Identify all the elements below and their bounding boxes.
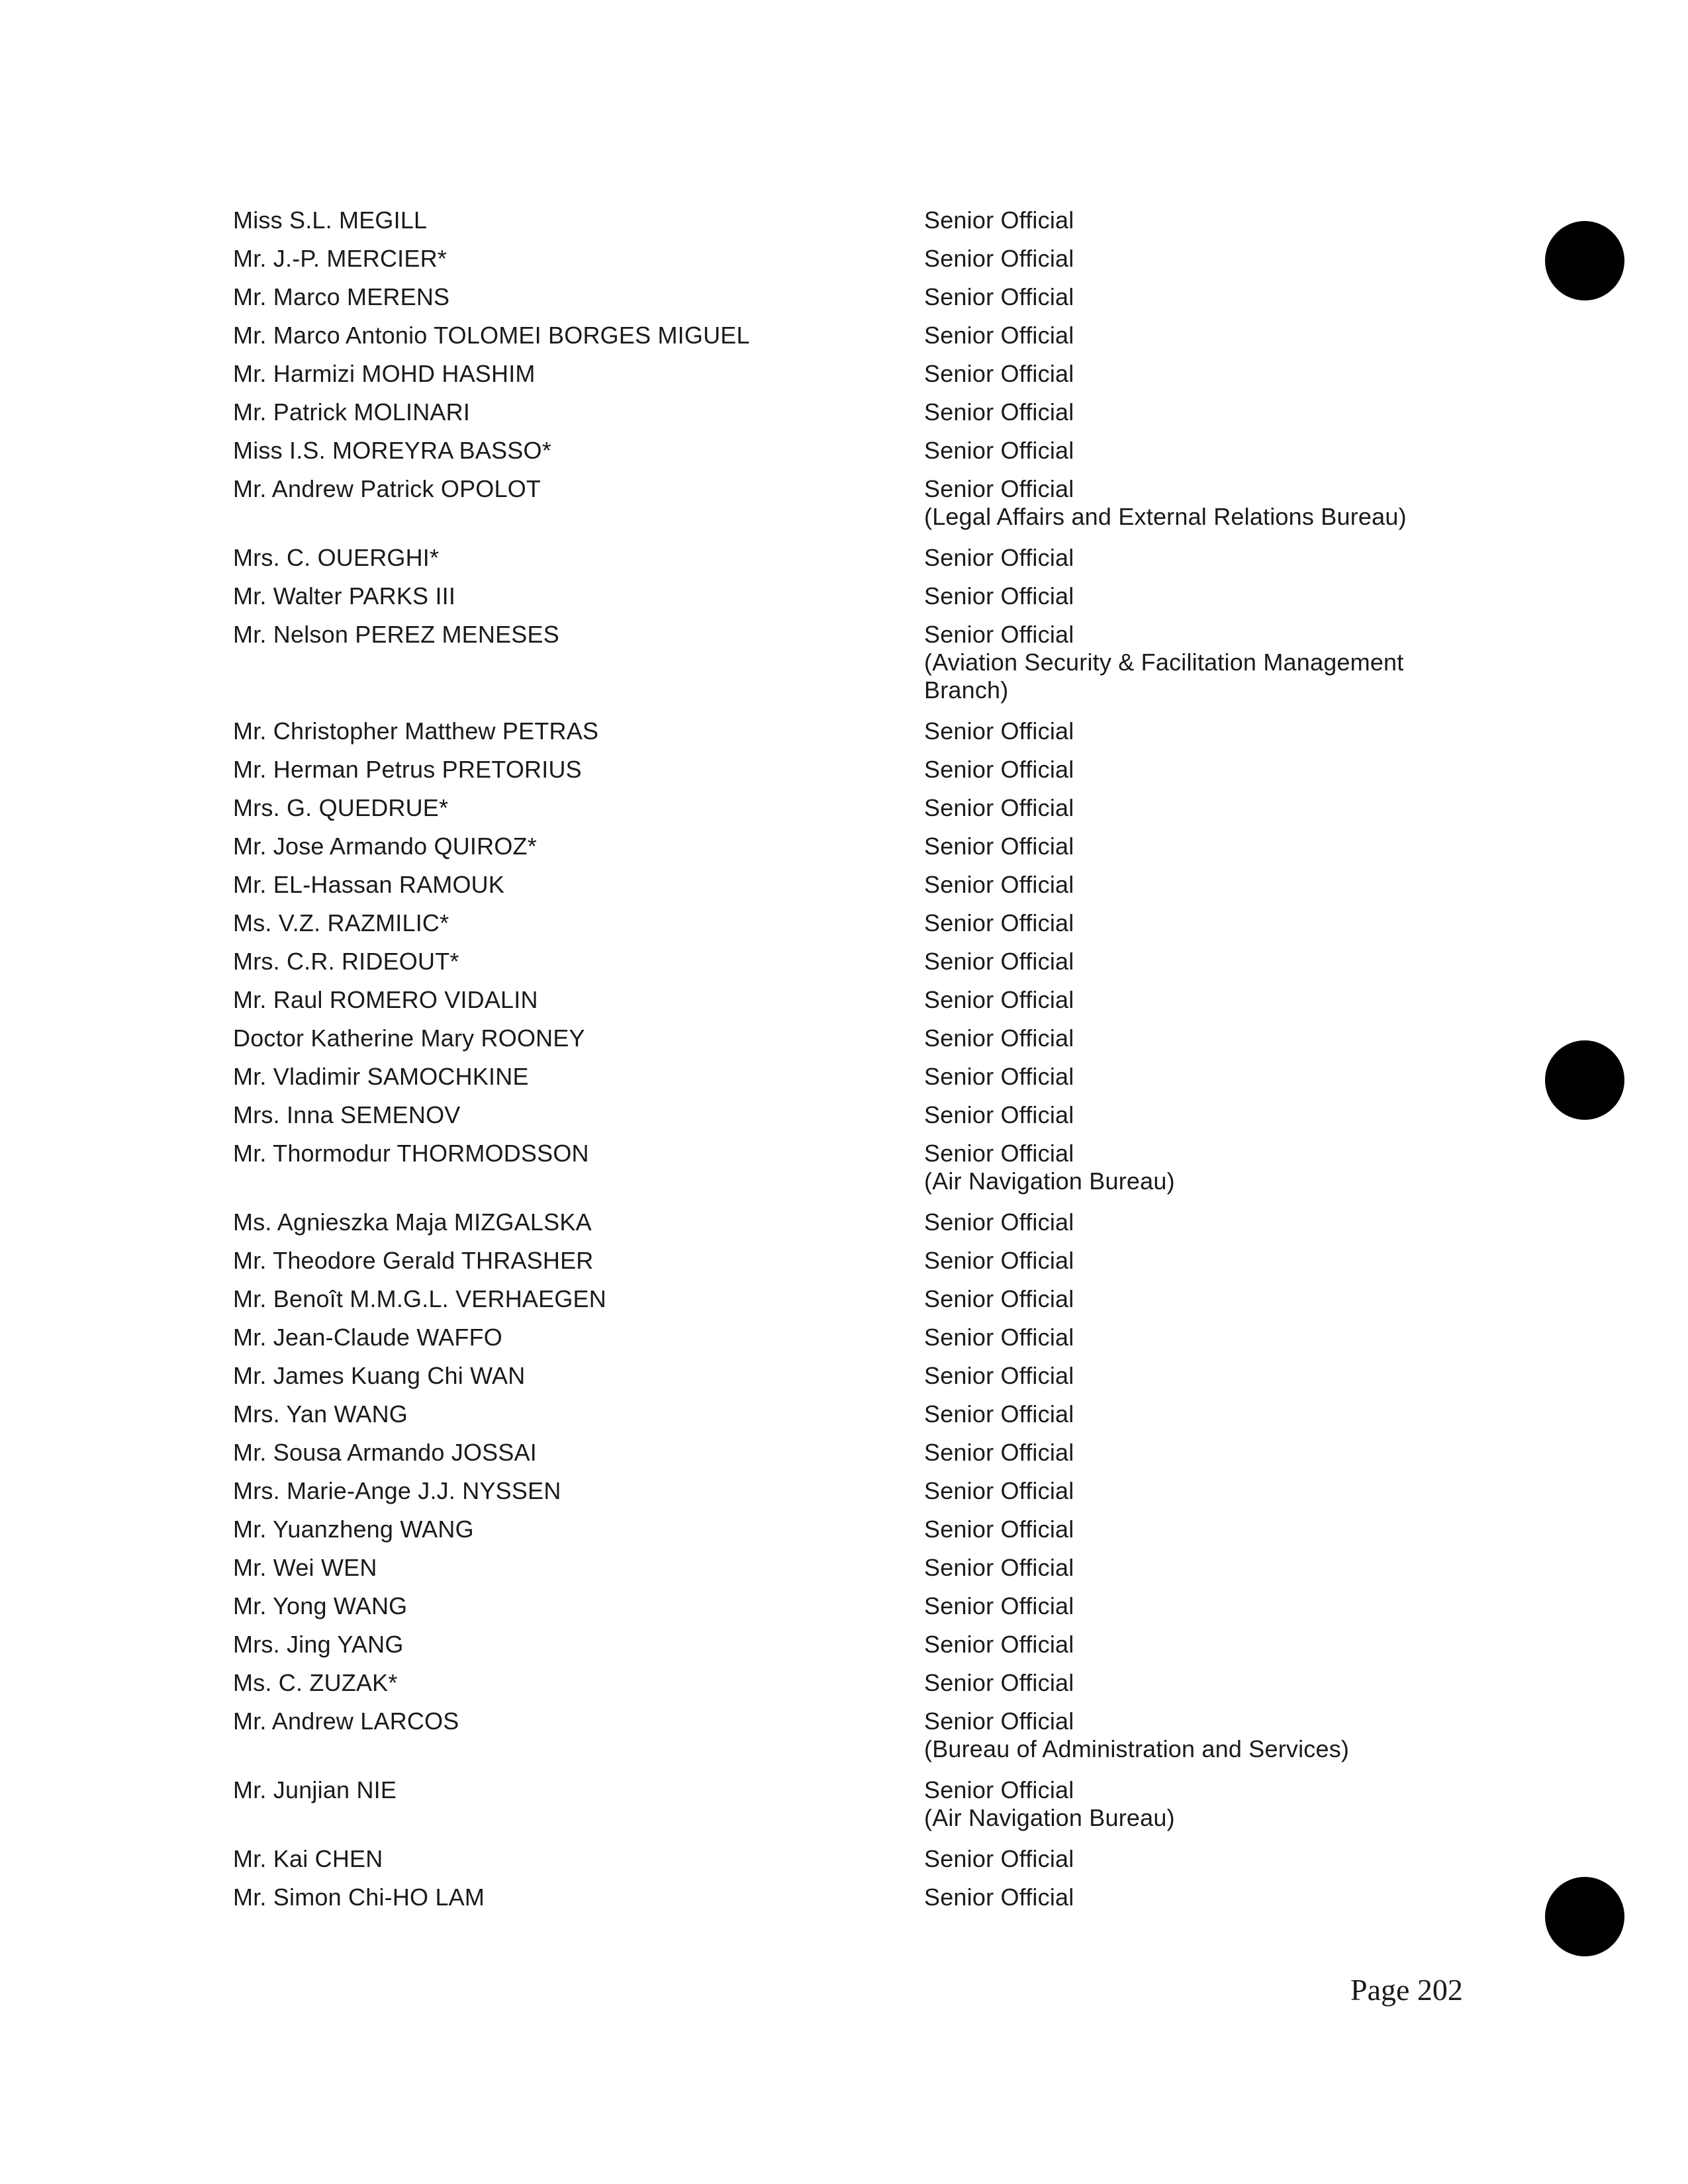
position-title: Senior Official (924, 1631, 1074, 1658)
staff-name: Ms. C. ZUZAK* (233, 1669, 398, 1696)
staff-position (924, 756, 1427, 784)
roster-row (233, 1631, 1491, 1659)
staff-name: Mrs. G. QUEDRUE* (233, 794, 449, 821)
staff-position (924, 1592, 1427, 1620)
position-title: Senior Official (924, 1477, 1074, 1504)
roster-row (233, 398, 1491, 426)
staff-position (924, 1362, 1427, 1390)
roster-row (233, 1247, 1491, 1275)
staff-name: Miss S.L. MEGILL (233, 206, 428, 234)
roster-row (233, 986, 1491, 1014)
roster-row (233, 1776, 1491, 1832)
roster-row (233, 1592, 1491, 1620)
position-title: Senior Official (924, 1439, 1074, 1466)
position-title: Senior Official (924, 1554, 1074, 1581)
staff-name: Mrs. C. OUERGHI* (233, 544, 440, 571)
staff-name: Mr. James Kuang Chi WAN (233, 1362, 526, 1389)
roster-row (233, 1884, 1491, 1911)
staff-name: Mr. Marco Antonio TOLOMEI BORGES MIGUEL (233, 322, 750, 349)
roster-row (233, 717, 1491, 745)
roster-row (233, 475, 1491, 531)
staff-name: Ms. Agnieszka Maja MIZGALSKA (233, 1208, 592, 1236)
staff-name: Ms. V.Z. RAZMILIC* (233, 909, 449, 936)
staff-position (924, 582, 1427, 610)
staff-position (924, 1669, 1427, 1697)
staff-position (924, 1516, 1427, 1543)
roster-row (233, 206, 1491, 234)
position-title: Senior Official (924, 871, 1074, 898)
position-unit: (Aviation Security & Facilitation Management Branch) (924, 649, 1404, 704)
roster-row (233, 1362, 1491, 1390)
staff-position (924, 437, 1427, 465)
position-title: Senior Official (924, 1247, 1074, 1274)
staff-name: Mrs. Marie-Ange J.J. NYSSEN (233, 1477, 561, 1504)
roster-row (233, 1477, 1491, 1505)
roster-row (233, 1516, 1491, 1543)
staff-name: Mr. EL-Hassan RAMOUK (233, 871, 505, 898)
position-title: Senior Official (924, 1024, 1074, 1052)
staff-position (924, 322, 1427, 349)
staff-position (924, 1208, 1427, 1236)
position-title: Senior Official (924, 717, 1074, 745)
staff-position (924, 1884, 1427, 1911)
staff-name: Mr. Sousa Armando JOSSAI (233, 1439, 538, 1466)
position-title: Senior Official (924, 1324, 1074, 1351)
staff-position (924, 1707, 1427, 1763)
position-unit: (Air Navigation Bureau) (924, 1804, 1175, 1831)
position-title: Senior Official (924, 621, 1074, 648)
roster-row (233, 1400, 1491, 1428)
roster-row (233, 245, 1491, 273)
roster-row (233, 1669, 1491, 1697)
staff-name: Mr. Marco MERENS (233, 283, 450, 310)
position-title: Senior Official (924, 360, 1074, 387)
position-title: Senior Official (924, 1516, 1074, 1543)
staff-name: Mr. Herman Petrus PRETORIUS (233, 756, 582, 783)
position-title: Senior Official (924, 582, 1074, 610)
position-title: Senior Official (924, 1362, 1074, 1389)
position-title: Senior Official (924, 1845, 1074, 1872)
roster-row (233, 871, 1491, 899)
staff-position (924, 1247, 1427, 1275)
staff-name: Mr. Simon Chi-HO LAM (233, 1884, 485, 1911)
position-title: Senior Official (924, 948, 1074, 975)
position-title: Senior Official (924, 206, 1074, 234)
staff-name: Mr. Raul ROMERO VIDALIN (233, 986, 538, 1013)
staff-name: Mr. Walter PARKS III (233, 582, 456, 610)
position-title: Senior Official (924, 1669, 1074, 1696)
staff-name: Mrs. Jing YANG (233, 1631, 404, 1658)
position-title: Senior Official (924, 475, 1074, 502)
position-title: Senior Official (924, 1592, 1074, 1619)
position-title: Senior Official (924, 1707, 1074, 1735)
roster-row (233, 1439, 1491, 1467)
position-unit: (Legal Affairs and External Relations Bureau) (924, 503, 1407, 530)
staff-position (924, 206, 1427, 234)
staff-roster (233, 206, 1491, 1922)
staff-name: Mr. Thormodur THORMODSSON (233, 1140, 589, 1167)
roster-row (233, 1063, 1491, 1091)
staff-name: Mr. Andrew Patrick OPOLOT (233, 475, 541, 502)
roster-row (233, 948, 1491, 976)
roster-row (233, 833, 1491, 860)
position-title: Senior Official (924, 1063, 1074, 1090)
roster-row (233, 1324, 1491, 1351)
staff-position (924, 475, 1427, 531)
position-title: Senior Official (924, 909, 1074, 936)
staff-position (924, 717, 1427, 745)
staff-position (924, 1285, 1427, 1313)
position-title: Senior Official (924, 794, 1074, 821)
staff-position (924, 1140, 1427, 1195)
staff-position (924, 245, 1427, 273)
staff-position (924, 1063, 1427, 1091)
position-title: Senior Official (924, 986, 1074, 1013)
staff-position (924, 544, 1427, 572)
roster-row (233, 582, 1491, 610)
staff-name: Mr. Patrick MOLINARI (233, 398, 471, 426)
staff-name: Mr. Yong WANG (233, 1592, 408, 1619)
staff-position (924, 1554, 1427, 1582)
staff-position (924, 833, 1427, 860)
staff-name: Mrs. Yan WANG (233, 1400, 408, 1428)
staff-name: Miss I.S. MOREYRA BASSO* (233, 437, 551, 464)
position-title: Senior Official (924, 437, 1074, 464)
position-title: Senior Official (924, 756, 1074, 783)
roster-row (233, 544, 1491, 572)
staff-name: Mr. Jean-Claude WAFFO (233, 1324, 502, 1351)
staff-name: Mrs. Inna SEMENOV (233, 1101, 461, 1128)
staff-name: Mr. Theodore Gerald THRASHER (233, 1247, 594, 1274)
staff-position (924, 398, 1427, 426)
staff-position (924, 1776, 1427, 1832)
roster-row (233, 621, 1491, 704)
staff-name: Mr. Vladimir SAMOCHKINE (233, 1063, 529, 1090)
staff-position (924, 1631, 1427, 1659)
staff-name: Mr. Kai CHEN (233, 1845, 383, 1872)
staff-position (924, 1400, 1427, 1428)
position-unit: (Air Navigation Bureau) (924, 1167, 1175, 1195)
roster-row (233, 322, 1491, 349)
staff-position (924, 1324, 1427, 1351)
punch-hole-top (1545, 221, 1624, 300)
roster-row (233, 360, 1491, 388)
staff-name: Mr. Junjian NIE (233, 1776, 397, 1803)
staff-name: Mr. Jose Armando QUIROZ* (233, 833, 537, 860)
staff-position (924, 1845, 1427, 1873)
roster-row (233, 1707, 1491, 1763)
position-title: Senior Official (924, 283, 1074, 310)
staff-position (924, 909, 1427, 937)
roster-row (233, 437, 1491, 465)
staff-position (924, 1101, 1427, 1129)
position-title: Senior Official (924, 1400, 1074, 1428)
staff-position (924, 871, 1427, 899)
staff-position (924, 1477, 1427, 1505)
position-title: Senior Official (924, 245, 1074, 272)
roster-row (233, 1140, 1491, 1195)
staff-position (924, 948, 1427, 976)
roster-row (233, 1208, 1491, 1236)
position-title: Senior Official (924, 1776, 1074, 1803)
position-title: Senior Official (924, 322, 1074, 349)
punch-hole-bottom (1545, 1877, 1624, 1956)
page-number: Page 202 (1350, 1973, 1463, 2007)
staff-name: Mrs. C.R. RIDEOUT* (233, 948, 459, 975)
punch-hole-middle (1545, 1040, 1624, 1120)
staff-name: Mr. Andrew LARCOS (233, 1707, 459, 1735)
roster-row (233, 1845, 1491, 1873)
staff-position (924, 1024, 1427, 1052)
position-title: Senior Official (924, 1208, 1074, 1236)
roster-row (233, 1554, 1491, 1582)
position-title: Senior Official (924, 1884, 1074, 1911)
staff-name: Mr. Christopher Matthew PETRAS (233, 717, 599, 745)
roster-row (233, 909, 1491, 937)
staff-name: Doctor Katherine Mary ROONEY (233, 1024, 585, 1052)
roster-row (233, 283, 1491, 311)
position-title: Senior Official (924, 1101, 1074, 1128)
staff-name: Mr. Harmizi MOHD HASHIM (233, 360, 536, 387)
position-title: Senior Official (924, 1140, 1074, 1167)
roster-row (233, 1101, 1491, 1129)
position-unit: (Bureau of Administration and Services) (924, 1735, 1350, 1762)
staff-position (924, 621, 1427, 704)
roster-row (233, 1024, 1491, 1052)
staff-position (924, 794, 1427, 822)
staff-name: Mr. Wei WEN (233, 1554, 377, 1581)
roster-row (233, 756, 1491, 784)
staff-name: Mr. Yuanzheng WANG (233, 1516, 474, 1543)
staff-position (924, 986, 1427, 1014)
staff-name: Mr. Nelson PEREZ MENESES (233, 621, 559, 648)
staff-name: Mr. Benoît M.M.G.L. VERHAEGEN (233, 1285, 606, 1312)
staff-position (924, 1439, 1427, 1467)
position-title: Senior Official (924, 1285, 1074, 1312)
position-title: Senior Official (924, 544, 1074, 571)
staff-name: Mr. J.-P. MERCIER* (233, 245, 447, 272)
position-title: Senior Official (924, 398, 1074, 426)
roster-row (233, 794, 1491, 822)
staff-position (924, 283, 1427, 311)
roster-row (233, 1285, 1491, 1313)
position-title: Senior Official (924, 833, 1074, 860)
staff-position (924, 360, 1427, 388)
